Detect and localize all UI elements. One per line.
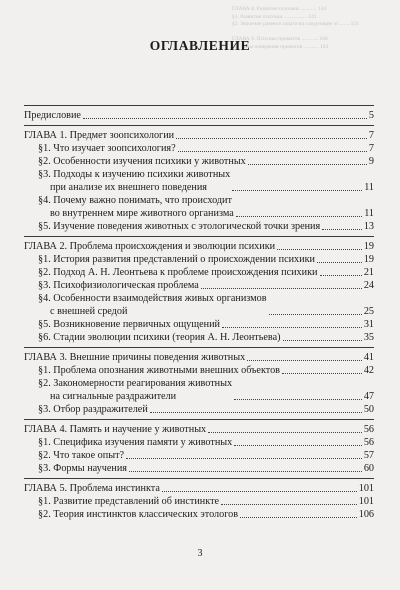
toc-entry-title-line: на сигнальные раздражители	[50, 391, 177, 402]
toc-entry-title	[38, 462, 127, 475]
toc-entry-title	[38, 377, 232, 403]
section-divider	[24, 236, 374, 237]
bleed-line: §2. Значение раннего опыта на следующие эт ....... 151	[232, 21, 359, 27]
dot-leader	[221, 504, 357, 505]
toc-page-number: 56	[363, 437, 374, 448]
toc-section-entry	[24, 194, 374, 220]
section-divider	[24, 125, 374, 126]
toc-entry-title	[38, 318, 220, 331]
toc-entry-title-line: §1. Развитие представлений об инстинкте	[38, 496, 220, 507]
toc-page-number: 25	[363, 306, 374, 317]
toc-section-entry	[24, 279, 374, 292]
toc-page-number: 106	[358, 509, 374, 520]
toc-entry-title	[38, 266, 318, 279]
dot-leader	[240, 517, 357, 518]
section-divider	[24, 478, 374, 479]
toc-entry-title-line: с внешней средой	[50, 306, 128, 317]
dot-leader	[317, 262, 362, 263]
bleed-line: §1. Развитие психики ................. 141	[232, 13, 317, 20]
section-divider	[24, 347, 374, 348]
toc-entry-title-line: §3. Подходы к изучению психики животных	[38, 169, 231, 180]
toc-entry-title	[38, 449, 124, 462]
toc-page-number: 9	[368, 156, 374, 167]
toc-page-number: 13	[363, 221, 374, 232]
dot-leader	[247, 360, 362, 361]
toc-section-entry	[24, 142, 374, 155]
toc-entry-title	[38, 495, 219, 508]
toc-entry-title	[38, 253, 315, 266]
toc-page-number: 56	[363, 424, 374, 435]
toc-entry-title-line: §2. Что такое опыт?	[38, 450, 125, 461]
toc-chapter-entry	[24, 423, 374, 436]
toc-section-entry	[24, 449, 374, 462]
toc-section-entry	[24, 331, 374, 344]
dot-leader	[222, 327, 362, 328]
dot-leader	[248, 164, 367, 165]
toc-entry-title	[38, 168, 230, 194]
toc-page-number: 50	[363, 404, 374, 415]
toc-chapter-entry	[24, 351, 374, 364]
toc-entry-title-line: §1. Что изучает зоопсихология?	[38, 143, 176, 154]
toc-entry-title-line: ГЛАВА 4. Память и научение у животных	[24, 424, 207, 435]
toc-entry-title-line: §5. Изучение поведения животных с этологической точки зрения	[38, 221, 321, 232]
toc-page-number: 11	[364, 208, 374, 219]
toc-page-number: 7	[368, 143, 374, 154]
toc-entry-title-line: §1. История развития представлений о происхождении психики	[38, 254, 315, 265]
toc-entry-title-line: §2. Подход А. Н. Леонтьева к проблеме происхождения психики	[38, 267, 318, 278]
toc-section-entry	[24, 155, 374, 168]
dot-leader	[208, 432, 362, 433]
toc-entry-title-line: при анализе их внешнего поведения	[50, 182, 207, 193]
toc-page-number: 21	[363, 267, 374, 278]
toc-section-entry	[24, 318, 374, 331]
toc-page-number: 101	[358, 496, 374, 507]
toc-section-entry	[24, 292, 374, 318]
toc-page-number: 24	[363, 280, 374, 291]
dot-leader	[236, 216, 362, 217]
table-of-contents	[24, 102, 374, 521]
toc-section-entry	[24, 495, 374, 508]
section-divider	[24, 105, 374, 106]
toc-section-entry	[24, 168, 374, 194]
toc-section-entry	[24, 364, 374, 377]
toc-page-number: 5	[368, 110, 374, 121]
toc-entry-title	[38, 142, 176, 155]
toc-entry-title	[38, 155, 246, 168]
toc-chapter-entry	[24, 482, 374, 495]
toc-page-number: 19	[363, 241, 374, 252]
toc-section-entry	[24, 462, 374, 475]
toc-entry-title-line: во внутреннем мире животного организма	[50, 208, 234, 219]
toc-section-entry	[24, 377, 374, 403]
toc-entry-title-line: ГЛАВА 5. Проблема инстинкта	[24, 483, 160, 494]
toc-entry-title-line: §4. Особенности взаимодействия живых организмов	[38, 293, 267, 304]
toc-entry-title-line: §2. Теория инстинктов классических этологов	[38, 509, 239, 520]
toc-entry-title-line: §6. Стадии эволюции психики (теория А. Н. Леонтьева)	[38, 332, 281, 343]
toc-section-entry	[24, 220, 374, 233]
dot-leader	[162, 491, 357, 492]
toc-entry-title	[24, 129, 174, 142]
toc-entry-title	[38, 279, 199, 292]
toc-entry-title-line: §1. Специфика изучения памяти у животных	[38, 437, 233, 448]
toc-entry-title	[24, 351, 245, 364]
toc-entry-title	[24, 109, 81, 122]
toc-section-entry	[24, 253, 374, 266]
toc-entry-title	[38, 508, 238, 521]
toc-entry-title-line: ГЛАВА 2. Проблема происхождения и эволюции психики	[24, 241, 276, 252]
dot-leader	[150, 412, 362, 413]
toc-page-number: 47	[363, 391, 374, 402]
toc-page-number: 42	[363, 365, 374, 376]
toc-page-number: 19	[363, 254, 374, 265]
bleed-line	[232, 29, 394, 37]
toc-entry-title	[24, 423, 206, 436]
toc-entry-title	[38, 364, 280, 377]
dot-leader	[234, 399, 362, 400]
toc-chapter-entry	[24, 240, 374, 253]
dot-leader	[83, 118, 367, 119]
toc-page-number: 57	[363, 450, 374, 461]
toc-page-number: 60	[363, 463, 374, 474]
toc-entry-title-line: §5. Возникновение первичных ощущений	[38, 319, 220, 330]
dot-leader	[277, 249, 362, 250]
toc-entry-title-line: ГЛАВА 3. Внешние причины поведения животных	[24, 352, 246, 363]
page-title: ОГЛАВЛЕНИЕ	[149, 38, 251, 53]
toc-entry-title-line: §2. Особенности изучения психики у животных	[38, 156, 246, 167]
toc-page-number: 41	[363, 352, 374, 363]
bleed-line: ГЛАВА 9. Психика приматов ............ 160	[232, 36, 328, 42]
toc-section-entry	[24, 508, 374, 521]
toc-entry-title-line: §3. Отбор раздражителей	[38, 404, 148, 415]
toc-entry-title-line: Предисловие	[24, 110, 81, 121]
toc-page-number: 7	[368, 130, 374, 141]
toc-entry-title	[24, 240, 275, 253]
toc-page-number: 31	[363, 319, 374, 330]
toc-page-number: 11	[364, 182, 374, 193]
bleed-line: §1. Типы поведения приматов ........... 163	[232, 43, 329, 50]
toc-entry-title-line: §4. Почему важно понимать, что происходит	[38, 195, 232, 206]
dot-leader	[176, 138, 367, 139]
toc-entry-title	[38, 292, 267, 318]
toc-section-entry	[24, 266, 374, 279]
toc-entry-title-line: §3. Формы научения	[38, 463, 127, 474]
toc-entry-title	[38, 436, 232, 449]
dot-leader	[232, 190, 362, 191]
toc-entry-title	[38, 403, 148, 416]
dot-leader	[269, 314, 362, 315]
toc-section-entry	[24, 436, 374, 449]
dot-leader	[126, 458, 362, 459]
dot-leader	[178, 151, 367, 152]
toc-entry-title	[38, 194, 234, 220]
toc-entry-title	[24, 482, 160, 495]
dot-leader	[283, 340, 362, 341]
toc-entry-title-line: §1. Проблема опознания животными внешних объектов	[38, 365, 280, 376]
toc-entry-title-line: §2. Закономерности реагирования животных	[38, 378, 233, 389]
section-divider	[24, 419, 374, 420]
dot-leader	[282, 373, 362, 374]
toc-chapter-entry	[24, 129, 374, 142]
toc-page-number: 101	[358, 483, 374, 494]
dot-leader	[234, 445, 362, 446]
toc-chapter-entry	[24, 109, 374, 122]
toc-entry-title-line: §3. Психофизиологическая проблема	[38, 280, 199, 291]
bleed-line: ГЛАВА 8. Развитие психики ............ 134	[232, 6, 327, 12]
toc-section-entry	[24, 403, 374, 416]
dot-leader	[322, 229, 362, 230]
dot-leader	[320, 275, 362, 276]
toc-entry-title-line: ГЛАВА 1. Предмет зоопсихологии	[24, 130, 175, 141]
dot-leader	[129, 471, 362, 472]
toc-entry-title	[38, 331, 281, 344]
page-number: 3	[197, 548, 203, 559]
dot-leader	[201, 288, 362, 289]
toc-entry-title	[38, 220, 320, 233]
toc-page-number: 35	[363, 332, 374, 343]
